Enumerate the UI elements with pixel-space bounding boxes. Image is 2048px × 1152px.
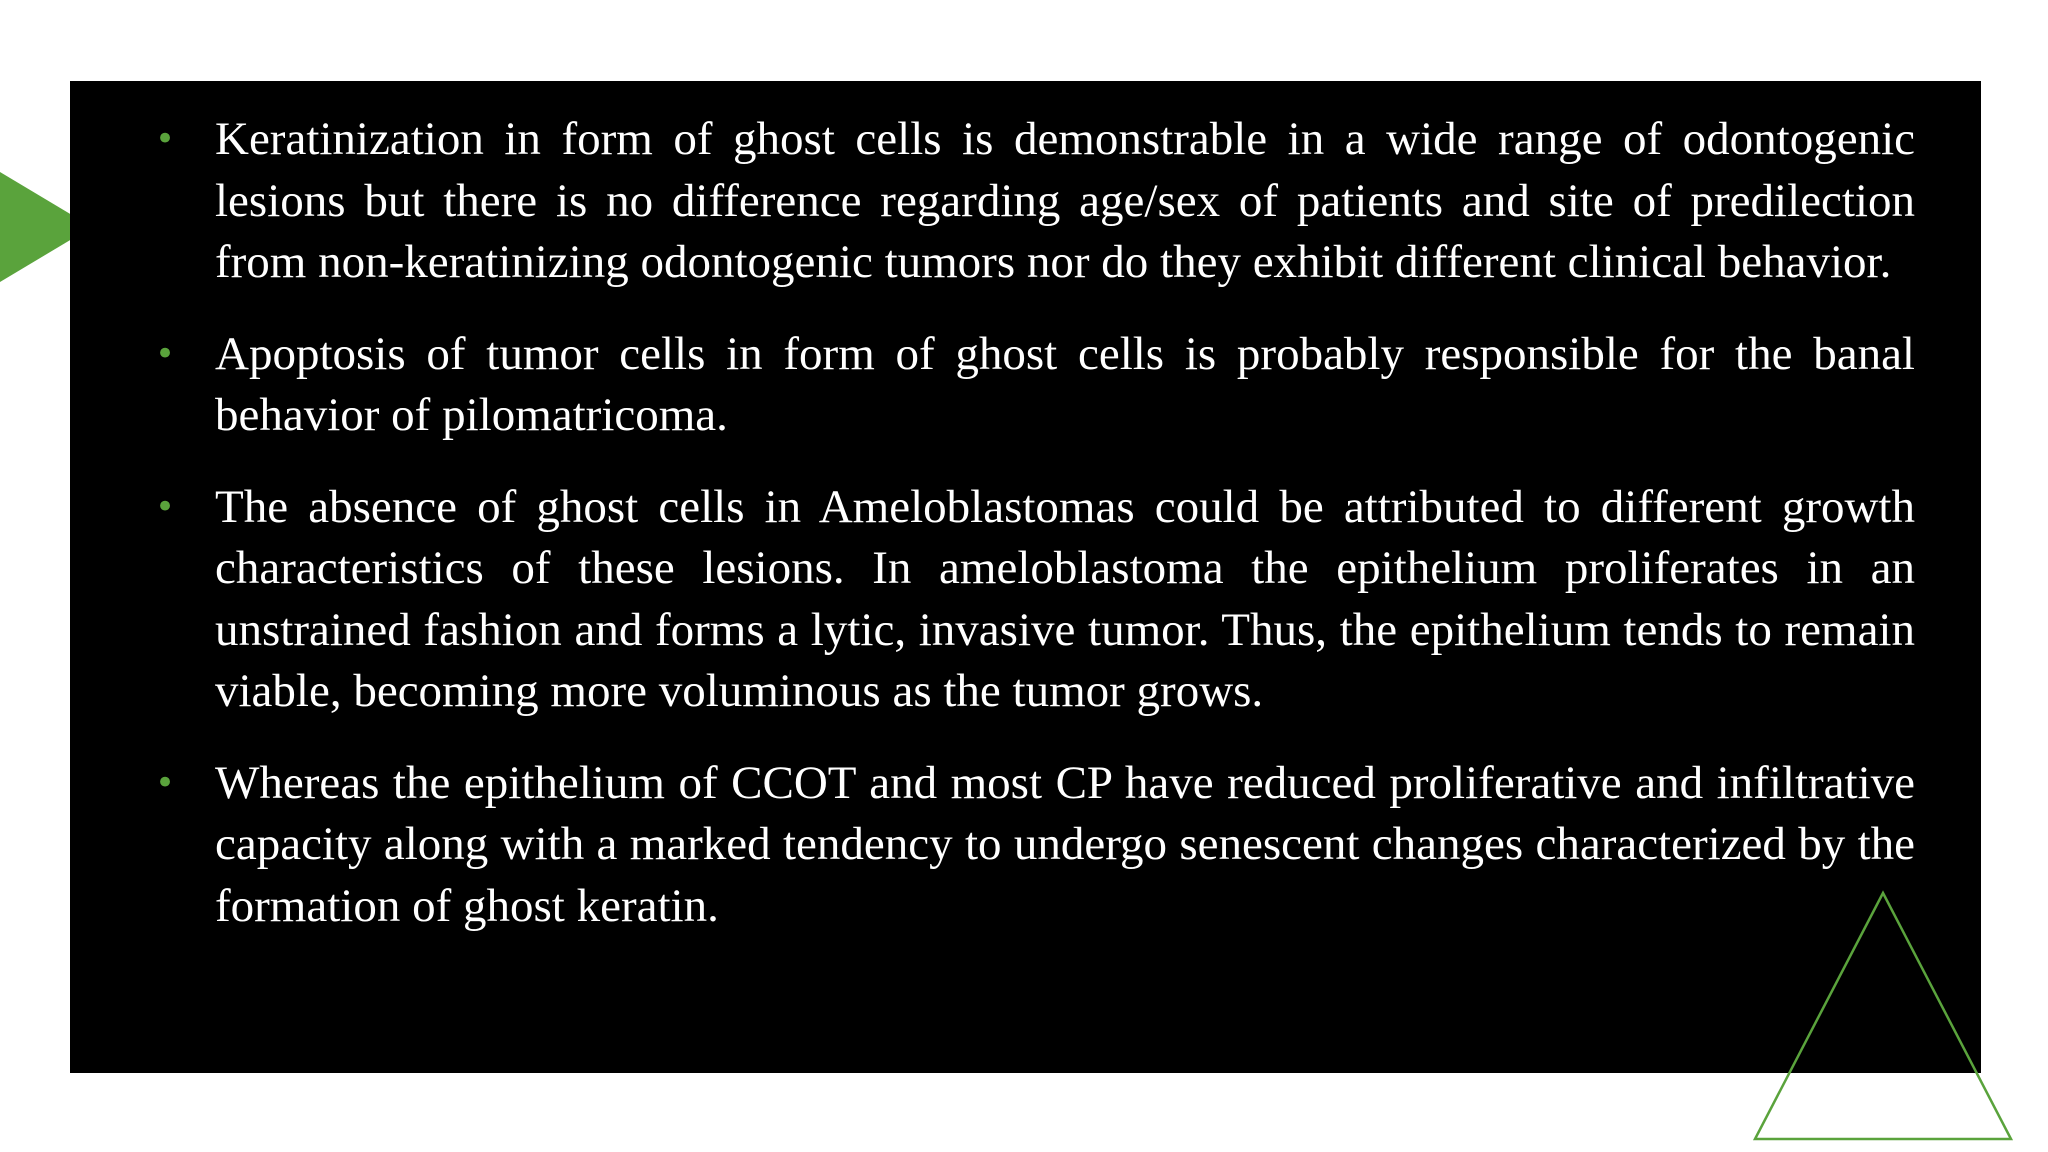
bullet-item (155, 109, 1915, 294)
bullet-list (155, 109, 1915, 967)
outline-triangle-icon (1752, 890, 2014, 1142)
bullet-icon: • (155, 119, 176, 159)
bullet-item (155, 753, 1915, 938)
bullet-text: Whereas the epithelium of CCOT and most CP have reduced proliferative and infiltrative capacity along with a marked tendency to undergo senescent changes characterized by the formation of ghost keratin. (215, 756, 1915, 932)
bullet-icon: • (155, 333, 176, 374)
content-panel (70, 81, 1981, 1073)
bullet-text: Apoptosis of tumor cells in form of ghost cells is probably responsible for the banal behavior of pilomatricoma. (215, 327, 1915, 441)
bullet-text: The absence of ghost cells in Ameloblastomas could be attributed to different growth characteristics of these lesions. In ameloblastoma the epithelium proliferates in an unstrained fashion and forms a lytic, invasive tumor. Thus, the epithelium tends to remain viable, becoming more voluminous as the tumor grows. (215, 480, 1915, 717)
bullet-item (155, 477, 1915, 723)
bullet-icon: • (155, 486, 176, 527)
bullet-icon: • (155, 762, 176, 803)
bullet-text: Keratinization in form of ghost cells is demonstrable in a wide range of odontogenic lesions but there is no difference regarding age/sex of patients and site of predilection from non-keratinizing odontogenic tumors nor do they exhibit different clinical behavior. (215, 113, 1915, 288)
bullet-item (155, 324, 1915, 447)
